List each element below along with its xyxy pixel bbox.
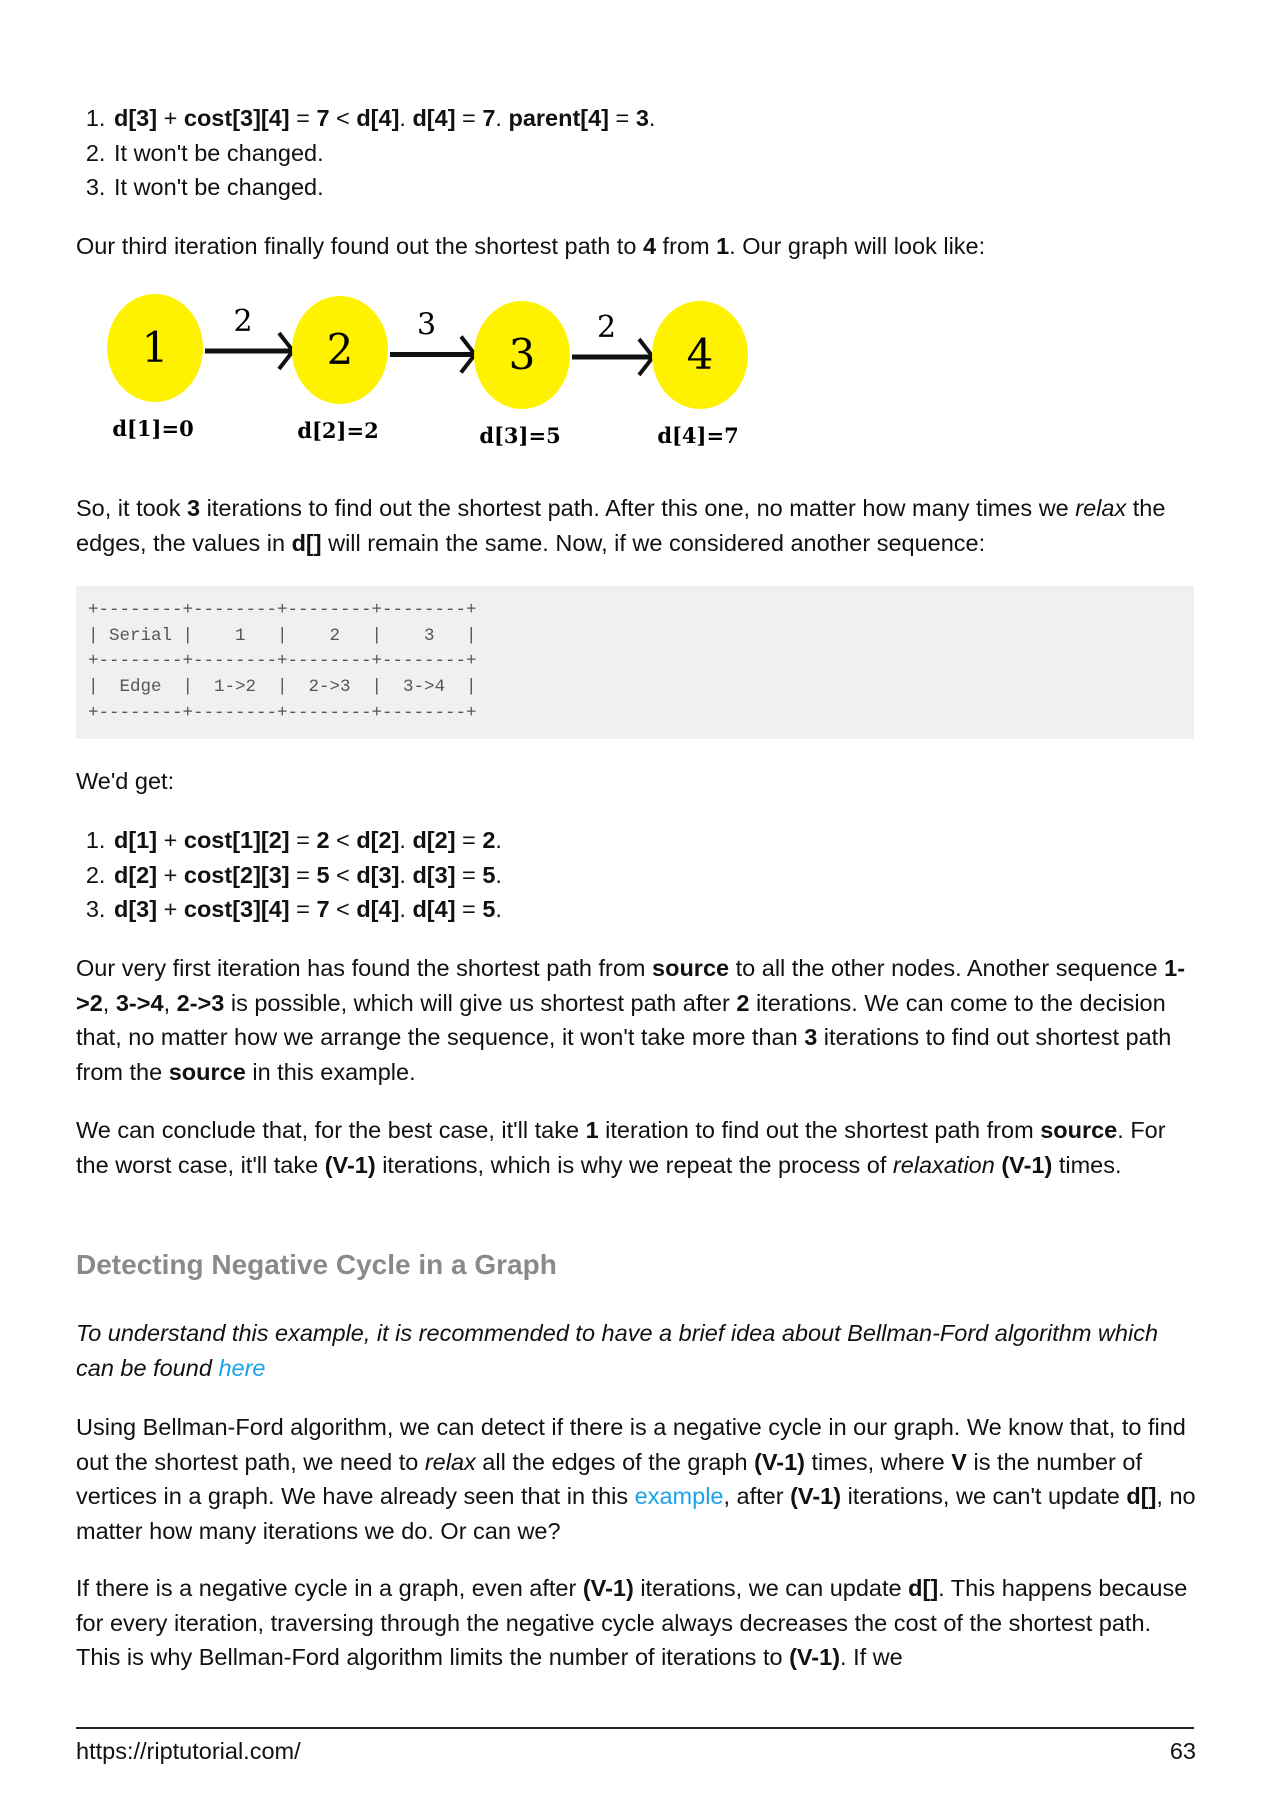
text-run: is possible, which will give us shortest path after [224, 989, 737, 1016]
text-run: in this example. [245, 1058, 416, 1085]
text-run: d[4] [412, 105, 456, 131]
list-item [112, 858, 1196, 893]
text-run: = [455, 896, 483, 922]
edge-weight: 2 [596, 310, 617, 345]
text-run: 7 [482, 105, 496, 131]
paragraph [76, 229, 1196, 264]
footer-divider [76, 1727, 1194, 1729]
node-distance: d[1]=0 [112, 416, 194, 441]
paragraph [76, 1316, 1196, 1385]
text-run: 5 [482, 896, 496, 922]
node-label: 3 [508, 330, 536, 379]
text-run: 5 [482, 861, 496, 888]
text-run: = [289, 861, 317, 888]
list-item [112, 892, 1196, 927]
text-run: 3 [635, 105, 649, 131]
text-run: the edges, the values in [76, 495, 1166, 556]
text-run: V [951, 1448, 967, 1475]
node-distance: d[4]=7 [657, 423, 739, 448]
text-run: parent[4] [508, 105, 610, 131]
text-run: is the number of vertices in a graph. We have already seen that in this [76, 1448, 1143, 1509]
text-run: d[1] [114, 827, 158, 853]
text-run: To understand this example, it is recommended to have a brief idea about Bellman-Ford algorithm which can be found [76, 1320, 1159, 1381]
text-run: iterations to find out shortest path from the [76, 1024, 1172, 1085]
node-label: 2 [326, 325, 354, 374]
text-run: It won't be changed. [114, 174, 324, 200]
text-run: = [455, 827, 483, 853]
text-run: iterations, which is why we repeat the process of [375, 1151, 893, 1178]
text-run: d[4] [356, 105, 400, 131]
link[interactable]: here [218, 1354, 266, 1381]
text-run: If there is a negative cycle in a graph, even after [76, 1575, 583, 1601]
list-item [112, 101, 1196, 136]
text-run: . [495, 861, 502, 888]
paragraph [76, 1113, 1196, 1182]
text-run: d[] [1126, 1483, 1157, 1509]
list-item [112, 136, 1196, 171]
text-run: d[3] [412, 861, 456, 888]
text-run: , [102, 989, 116, 1016]
text-run: (V-1) [789, 1644, 841, 1670]
text-run: relax [424, 1448, 476, 1475]
text-run: = [289, 896, 317, 922]
text-run: 2 [482, 827, 496, 853]
text-run: 7 [316, 896, 330, 922]
text-run: , [163, 989, 177, 1016]
text-run: d[4] [356, 896, 400, 922]
text-run: times. [1052, 1151, 1122, 1178]
text-run: 2->3 [176, 989, 225, 1016]
text-run: (V-1) [324, 1151, 376, 1178]
text-run: source [168, 1058, 246, 1085]
text-run: 2 [736, 989, 750, 1016]
text-run: . This happens because for every iteration, traversing through the negative cycle always decreases the cost of the shortest path. This is why Bellman-Ford algorithm limits the number of iterations to [76, 1575, 1188, 1670]
code-block [76, 586, 1194, 739]
text-run: 1->2 [76, 955, 1186, 1016]
text-run: cost[3][4] [183, 896, 290, 922]
paragraph [76, 951, 1196, 1089]
text-run: , no matter how many iterations we do. Or can we? [76, 1483, 1196, 1544]
text-run: d[3] [356, 861, 400, 888]
text-run: + [157, 861, 184, 888]
text-run: . [648, 105, 656, 131]
text-run: 3 [187, 495, 201, 521]
paragraph [76, 1410, 1196, 1548]
text-run: 1 [716, 233, 730, 259]
text-run: will remain the same. Now, if we considered another sequence: [321, 529, 986, 556]
text-run: 4 [642, 233, 657, 259]
text-run: iteration to find out the shortest path from [598, 1117, 1041, 1143]
text-run: (V-1) [1001, 1151, 1053, 1178]
text-run: Using Bellman-Ford algorithm, we can detect if there is a negative cycle in our graph. We know that, to find out the shortest path, we need to [76, 1414, 1186, 1475]
text-run: We can conclude that, for the best case, it'll take [76, 1117, 586, 1143]
text-run: . [399, 105, 413, 131]
text-run: . [399, 827, 413, 853]
text-run: iterations, we can't update [841, 1483, 1127, 1509]
list-item [112, 823, 1196, 858]
text-run: to all the other nodes. Another sequence [729, 955, 1165, 981]
text-run: . Our graph will look like: [729, 233, 986, 259]
link[interactable]: example [634, 1483, 724, 1509]
text-run: . [399, 861, 413, 888]
list-item [112, 170, 1196, 205]
edge-weight: 2 [233, 304, 253, 339]
text-run: iterations. We can come to the decision that, no matter how we arrange the sequence, it won't take more than [76, 989, 1166, 1050]
text-run: < [329, 861, 357, 888]
text-run: d[] [291, 529, 322, 556]
text-run: Our very first iteration has found the shortest path from [76, 955, 653, 981]
list-1 [76, 101, 1196, 205]
footer-url: https://riptutorial.com/ [76, 1738, 301, 1764]
text-run: d[2] [412, 827, 456, 853]
text-run: cost[3][4] [183, 105, 290, 131]
text-run: 1 [585, 1117, 599, 1143]
text-run: = [455, 861, 483, 888]
text-run: = [609, 105, 636, 131]
text-run: iterations to find out the shortest path. After this one, no matter how many times we [200, 495, 1076, 521]
text-run: relax [1075, 495, 1127, 521]
text-run: 5 [316, 861, 330, 888]
text-run: < [329, 827, 357, 853]
paragraph [76, 764, 1196, 799]
text-run: from [656, 233, 717, 259]
text-run: , after [723, 1483, 791, 1509]
text-run: times, where [805, 1448, 952, 1475]
text-run: < [329, 105, 357, 131]
text-run: d[4] [412, 896, 456, 922]
text-run: d[2] [356, 827, 400, 853]
text-run: source [652, 955, 730, 981]
text-run: = [289, 827, 317, 853]
text-run: all the edges of the graph [475, 1448, 755, 1475]
text-run: 3->4 [115, 989, 164, 1016]
node-label: 4 [686, 330, 714, 379]
text-run: (V-1) [582, 1575, 634, 1601]
edge-weight: 3 [416, 307, 437, 343]
text-run: d[2] [114, 861, 158, 888]
text-run: + [157, 827, 184, 853]
text-run: (V-1) [754, 1448, 805, 1475]
text-run: So, it took [76, 495, 188, 521]
text-run: d[3] [114, 105, 158, 131]
text-run: (V-1) [790, 1483, 842, 1509]
text-run: d[] [908, 1575, 939, 1601]
text-run: . For the worst case, it'll take [76, 1117, 1166, 1178]
text-run: + [157, 896, 184, 922]
paragraph [76, 1571, 1196, 1675]
text-run: Our third iteration finally found out the shortest path to [76, 233, 643, 259]
text-run: relaxation [892, 1151, 995, 1178]
text-run: We'd get: [76, 768, 175, 794]
text-run: . [495, 105, 509, 131]
section-heading: Detecting Negative Cycle in a Graph [76, 1249, 557, 1280]
text-run: = [289, 105, 317, 131]
text-run: d[3] [114, 896, 158, 922]
paragraph [76, 491, 1196, 560]
text-run: . [495, 827, 502, 853]
node-label: 1 [141, 323, 169, 372]
page-number: 63 [1169, 1738, 1196, 1764]
text-run: + [157, 105, 184, 131]
node-distance: d[2]=2 [297, 418, 379, 443]
text-run: . [495, 896, 502, 922]
text-run: . [399, 896, 413, 922]
text-run: source [1040, 1117, 1118, 1143]
text-run: cost[2][3] [183, 861, 290, 888]
text-run: 2 [316, 827, 330, 853]
text-run: iterations, we can update [633, 1575, 909, 1601]
text-run: cost[1][2] [183, 827, 290, 853]
text-run: = [455, 105, 483, 131]
text-run: 3 [804, 1024, 818, 1050]
graph-diagram [90, 285, 770, 455]
list-2 [76, 823, 1196, 927]
code-text: +--------+--------+--------+--------+ | Serial | 1 | 2 | 3 | +--------+--------+--------+--------+ | Edge | 1->2 | 2->3 | 3->4 | +--------+--------+--------+--------+ [88, 600, 477, 723]
text-run: 7 [316, 105, 330, 131]
text-run: < [329, 896, 357, 922]
node-distance: d[3]=5 [479, 423, 561, 448]
text-run: It won't be changed. [114, 139, 324, 166]
text-run: . If we [840, 1644, 903, 1670]
